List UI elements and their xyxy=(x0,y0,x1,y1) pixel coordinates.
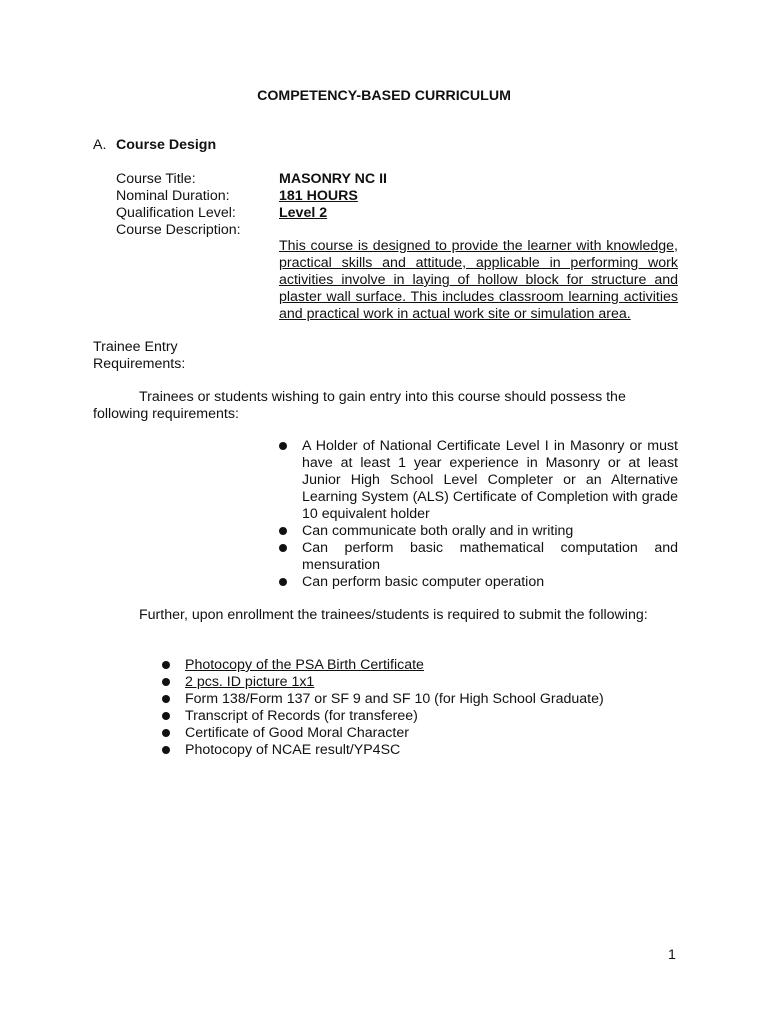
course-description-text: This course is designed to provide the learner with knowledge, practical skills and attitude, applicable in performing work activities involve in laying of hollow block for structure and plaster wall surface. This includes classroom learning activities and practical work in actual work site or simulation area. xyxy=(279,238,678,322)
trainee-entry-label-line2: Requirements: xyxy=(93,356,186,372)
documents-list xyxy=(162,657,682,759)
document-text: Form 138/Form 137 or SF 9 and SF 10 (for High School Graduate) xyxy=(185,691,604,707)
list-item xyxy=(162,674,682,691)
enrollment-intro: Further, upon enrollment the trainees/students is required to submit the following: xyxy=(139,607,648,623)
list-item xyxy=(162,725,682,742)
bullet-icon xyxy=(279,544,287,552)
document-text: Transcript of Records (for transferee) xyxy=(185,708,418,724)
requirement-text: Can perform basic mathematical computation and mensuration xyxy=(302,540,678,573)
section-letter: A. xyxy=(93,137,107,153)
course-description-label: Course Description: xyxy=(116,222,241,238)
list-item xyxy=(279,523,678,540)
document-title: COMPETENCY-BASED CURRICULUM xyxy=(257,88,511,104)
bullet-icon xyxy=(279,527,287,535)
list-item xyxy=(279,540,678,574)
list-item xyxy=(279,438,678,523)
list-item xyxy=(162,657,682,674)
document-text: Certificate of Good Moral Character xyxy=(185,725,409,741)
bullet-icon xyxy=(162,712,170,720)
requirement-text: A Holder of National Certificate Level I in Masonry or must have at least 1 year experience in Masonry or at least Junior High School Level Completer or an Alternative Learning System (ALS) Certificate of Completion with grade 10 equivalent holder xyxy=(302,438,678,522)
nominal-duration-value: 181 HOURS xyxy=(279,188,358,204)
trainee-entry-label-line1: Trainee Entry xyxy=(93,339,178,355)
list-item xyxy=(162,708,682,725)
section-heading xyxy=(93,137,216,154)
qualification-level-label: Qualification Level: xyxy=(116,205,236,221)
list-item xyxy=(279,574,678,591)
document-text: Photocopy of the PSA Birth Certificate xyxy=(185,657,424,673)
course-title-value: MASONRY NC II xyxy=(279,171,387,187)
page-number: 1 xyxy=(668,947,676,963)
list-item xyxy=(162,691,682,708)
requirements-list xyxy=(279,438,678,591)
requirements-intro: Trainees or students wishing to gain entry into this course should possess the following requirements: xyxy=(93,389,626,422)
requirement-text: Can communicate both orally and in writing xyxy=(302,523,574,539)
bullet-icon xyxy=(279,442,287,450)
bullet-icon xyxy=(279,578,287,586)
bullet-icon xyxy=(162,746,170,754)
bullet-icon xyxy=(162,729,170,737)
trainee-entry-label xyxy=(93,339,185,373)
course-title-label: Course Title: xyxy=(116,171,196,187)
qualification-level-value: Level 2 xyxy=(279,205,328,221)
nominal-duration-label: Nominal Duration: xyxy=(116,188,230,204)
bullet-icon xyxy=(162,678,170,686)
list-item xyxy=(162,742,682,759)
document-text: Photocopy of NCAE result/YP4SC xyxy=(185,742,401,758)
bullet-icon xyxy=(162,695,170,703)
requirement-text: Can perform basic computer operation xyxy=(302,574,545,590)
section-name: Course Design xyxy=(116,137,217,153)
document-text: 2 pcs. ID picture 1x1 xyxy=(185,674,315,690)
bullet-icon xyxy=(162,661,170,669)
